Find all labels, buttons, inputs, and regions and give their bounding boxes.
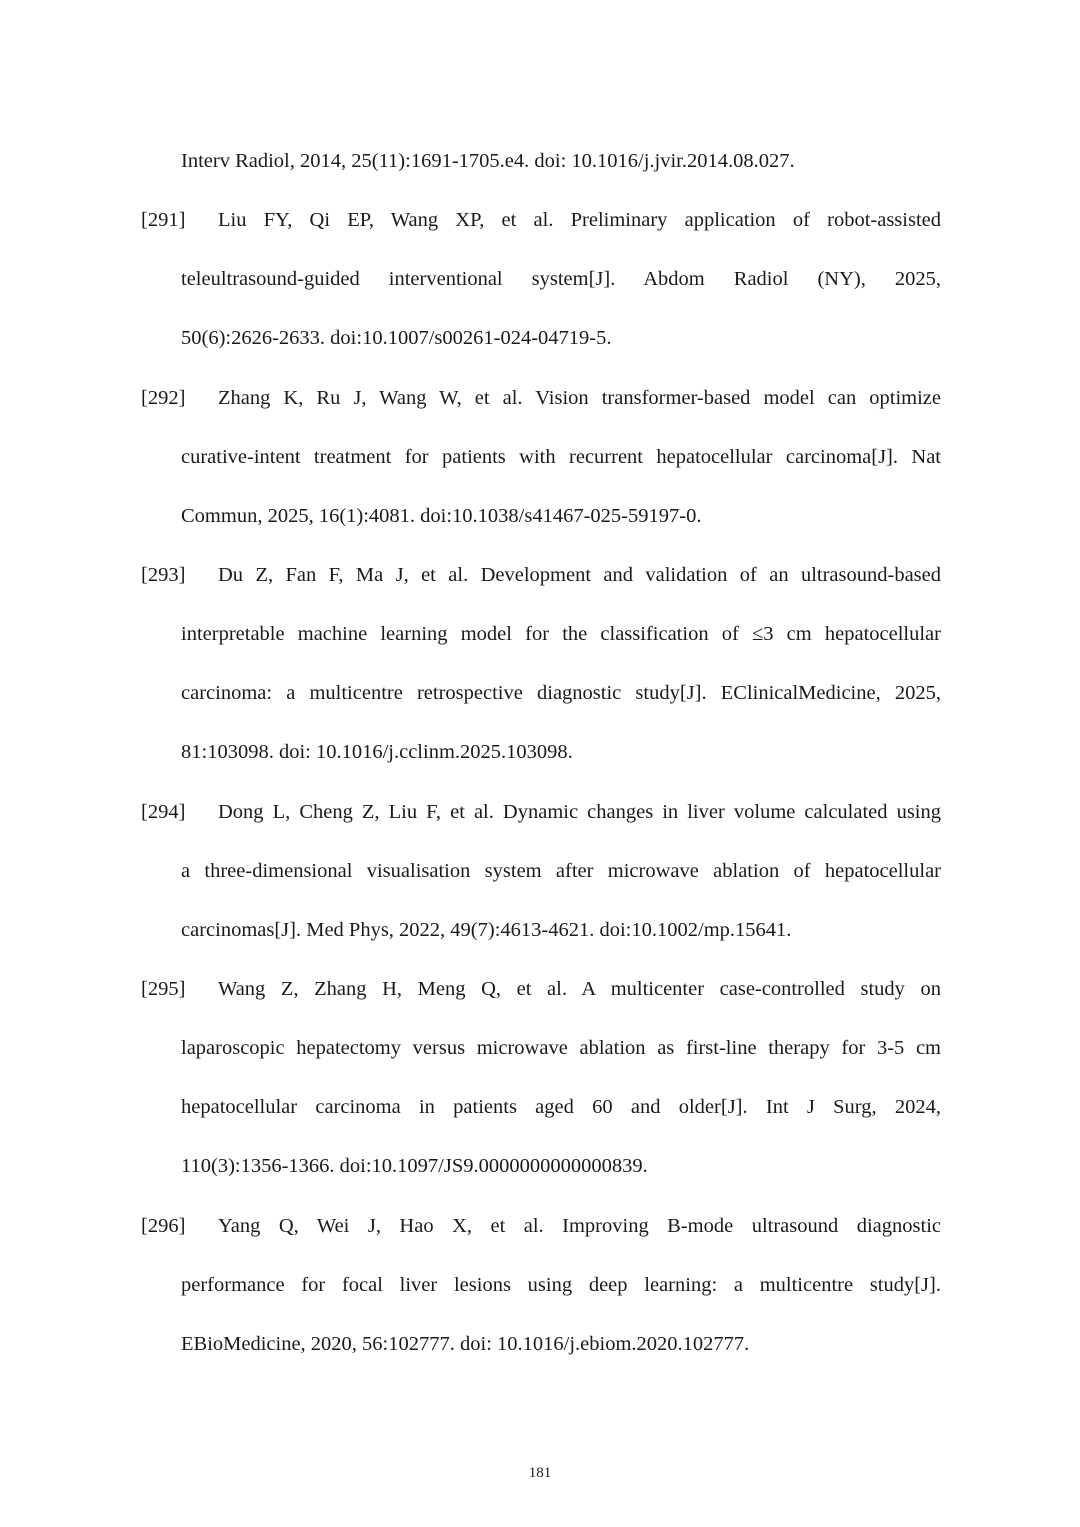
- reference-number: [293]: [141, 564, 186, 586]
- reference-291: [141, 208, 941, 232]
- reference-number: [296]: [141, 1215, 186, 1237]
- reference-line: Liu FY, Qi EP, Wang XP, et al. Preliminary application of robot-assisted: [218, 209, 941, 231]
- reference-line: carcinomas[J]. Med Phys, 2022, 49(7):4613-4621. doi:10.1002/mp.15641.: [181, 919, 792, 941]
- page-number: 181: [528, 1465, 552, 1481]
- reference-line: 50(6):2626-2633. doi:10.1007/s00261-024-04719-5.: [181, 327, 612, 349]
- reference-line: Yang Q, Wei J, Hao X, et al. Improving B-mode ultrasound diagnostic: [218, 1215, 941, 1237]
- reference-296: [141, 1214, 941, 1238]
- reference-line: EBioMedicine, 2020, 56:102777. doi: 10.1016/j.ebiom.2020.102777.: [181, 1333, 750, 1355]
- reference-line: performance for focal liver lesions using deep learning: a multicentre study[J].: [181, 1274, 941, 1296]
- reference-continuation: Interv Radiol, 2014, 25(11):1691-1705.e4. doi: 10.1016/j.jvir.2014.08.027.: [181, 150, 795, 172]
- reference-line: hepatocellular carcinoma in patients aged 60 and older[J]. Int J Surg, 2024,: [181, 1096, 941, 1118]
- reference-line: interpretable machine learning model for the classification of ≤3 cm hepatocellular: [181, 623, 941, 645]
- reference-line: Commun, 2025, 16(1):4081. doi:10.1038/s41467-025-59197-0.: [181, 505, 702, 527]
- reference-line: Du Z, Fan F, Ma J, et al. Development and validation of an ultrasound-based: [218, 564, 941, 586]
- reference-295: [141, 977, 941, 1001]
- reference-line: teleultrasound-guided interventional system[J]. Abdom Radiol (NY), 2025,: [181, 268, 941, 290]
- reference-292: [141, 386, 941, 410]
- reference-number: [295]: [141, 978, 186, 1000]
- reference-line: a three-dimensional visualisation system after microwave ablation of hepatocellular: [181, 860, 941, 882]
- reference-number: [292]: [141, 387, 186, 409]
- reference-293: [141, 563, 941, 587]
- reference-number: [291]: [141, 209, 186, 231]
- reference-number: [294]: [141, 801, 186, 823]
- reference-line: curative-intent treatment for patients with recurrent hepatocellular carcinoma[J]. Nat: [181, 446, 941, 468]
- reference-line: Wang Z, Zhang H, Meng Q, et al. A multicenter case-controlled study on: [218, 978, 941, 1000]
- reference-line: Dong L, Cheng Z, Liu F, et al. Dynamic changes in liver volume calculated using: [218, 801, 941, 823]
- reference-line: laparoscopic hepatectomy versus microwave ablation as first-line therapy for 3-5 cm: [181, 1037, 941, 1059]
- reference-line: Zhang K, Ru J, Wang W, et al. Vision transformer-based model can optimize: [218, 387, 941, 409]
- reference-line: carcinoma: a multicentre retrospective diagnostic study[J]. EClinicalMedicine, 2025,: [181, 682, 941, 704]
- reference-294: [141, 800, 941, 824]
- reference-line: 81:103098. doi: 10.1016/j.cclinm.2025.103098.: [181, 741, 573, 763]
- reference-line: 110(3):1356-1366. doi:10.1097/JS9.0000000000000839.: [181, 1155, 648, 1177]
